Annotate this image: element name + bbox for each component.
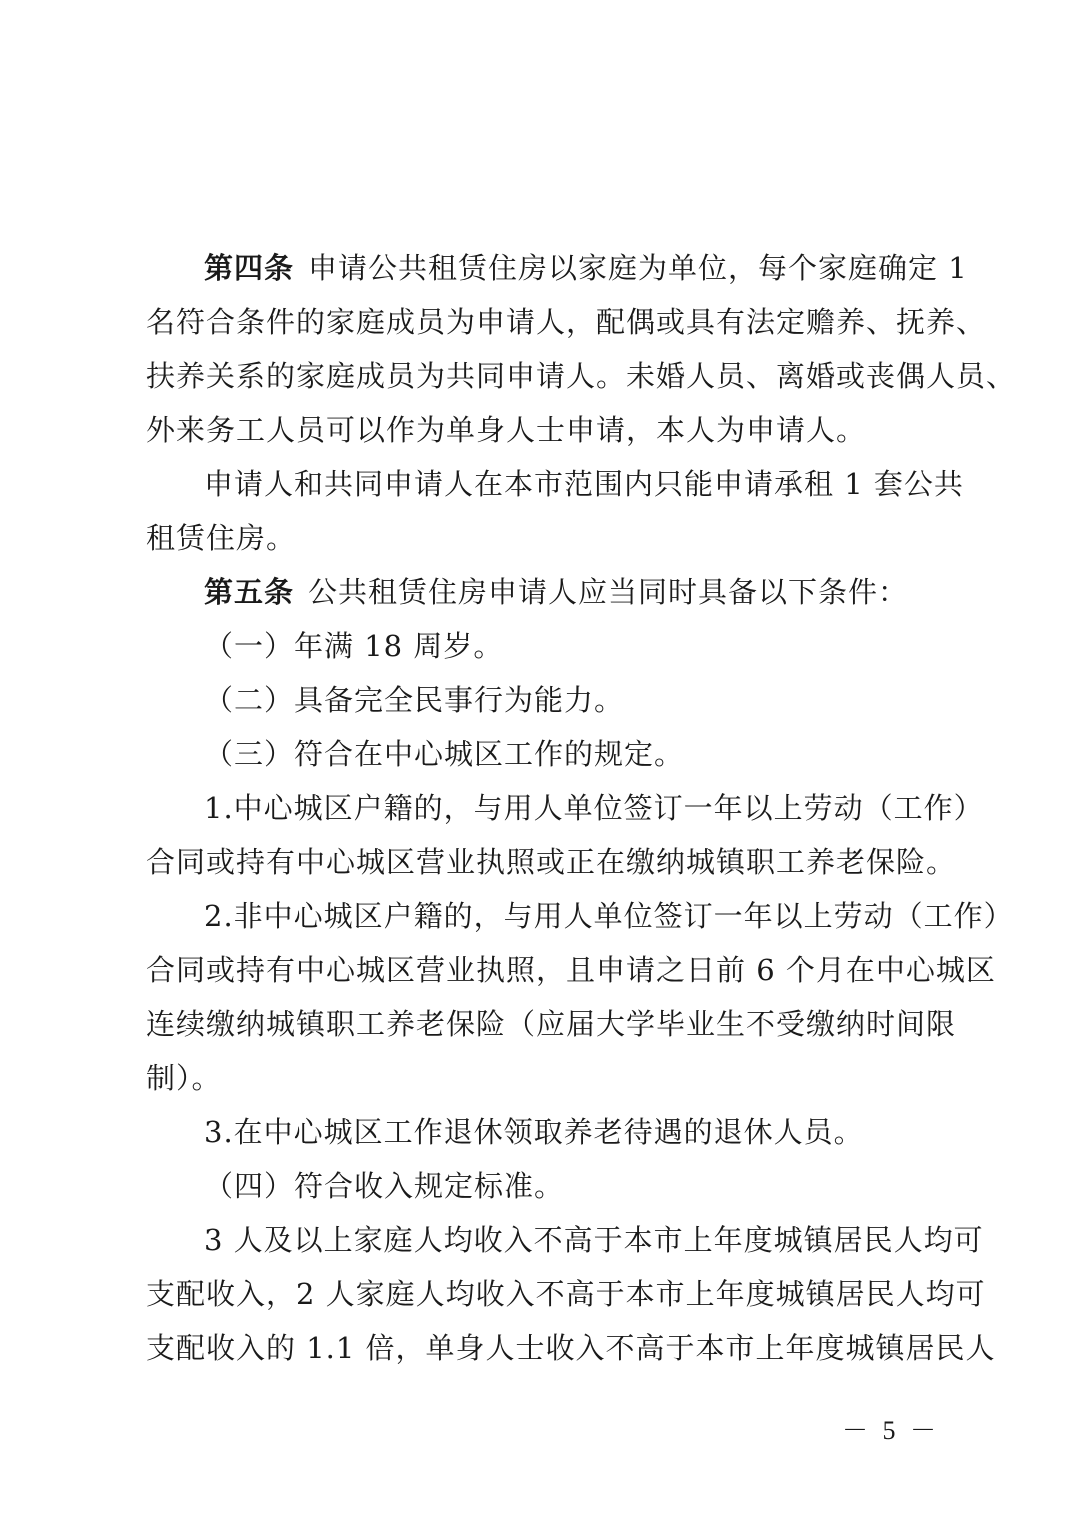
article-4-text: 申请公共租赁住房以家庭为单位，每个家庭确定 1 [308, 251, 968, 285]
sub2-line-2: 合同或持有中心城区营业执照，且申请之日前 6 个月在中心城区 [146, 953, 996, 987]
condition-item-4: （四）符合收入规定标准。 [204, 1169, 565, 1203]
income-line-3: 支配收入的 1.1 倍，单身人士收入不高于本市上年度城镇居民人 [146, 1331, 996, 1365]
income-line-2: 支配收入，2 人家庭人均收入不高于本市上年度城镇居民人均可 [146, 1277, 986, 1311]
article-5-heading: 第五条 [204, 575, 295, 609]
article-4-line-1 [146, 241, 968, 295]
article-5-line-1 [146, 565, 942, 619]
document-body [146, 241, 1017, 1375]
article-4-line-3: 扶养关系的家庭成员为共同申请人。未婚人员、离婚或丧偶人员、 [146, 359, 1017, 393]
page-number: － 5 － [841, 1416, 940, 1445]
sub2-line-1: 2.非中心城区户籍的，与用人单位签订一年以上劳动（工作） [204, 899, 1014, 933]
condition-item-3: （三）符合在中心城区工作的规定。 [204, 737, 685, 771]
sub2-line-4: 制）。 [146, 1061, 222, 1095]
sub1-line-2: 合同或持有中心城区营业执照或正在缴纳城镇职工养老保险。 [146, 845, 957, 879]
article-5-intro: 公共租赁住房申请人应当同时具备以下条件： [308, 575, 909, 609]
condition-item-2: （二）具备完全民事行为能力。 [204, 683, 625, 717]
sub2-line-3: 连续缴纳城镇职工养老保险（应届大学毕业生不受缴纳时间限 [146, 1007, 957, 1041]
article-4-heading: 第四条 [204, 251, 295, 285]
article-4-line-4: 外来务工人员可以作为单身人士申请，本人为申请人。 [146, 413, 867, 447]
once-line-2: 租赁住房。 [146, 521, 297, 555]
article-4-line-2: 名符合条件的家庭成员为申请人，配偶或具有法定赡养、抚养、 [146, 305, 987, 339]
once-line-1: 申请人和共同申请人在本市范围内只能申请承租 1 套公共 [204, 467, 964, 501]
income-line-1: 3 人及以上家庭人均收入不高于本市上年度城镇居民人均可 [204, 1223, 984, 1257]
sub3-line: 3.在中心城区工作退休领取养老待遇的退休人员。 [204, 1115, 864, 1149]
condition-item-1: （一）年满 18 周岁。 [204, 629, 504, 663]
sub1-line-1: 1.中心城区户籍的，与用人单位签订一年以上劳动（工作） [204, 791, 984, 825]
